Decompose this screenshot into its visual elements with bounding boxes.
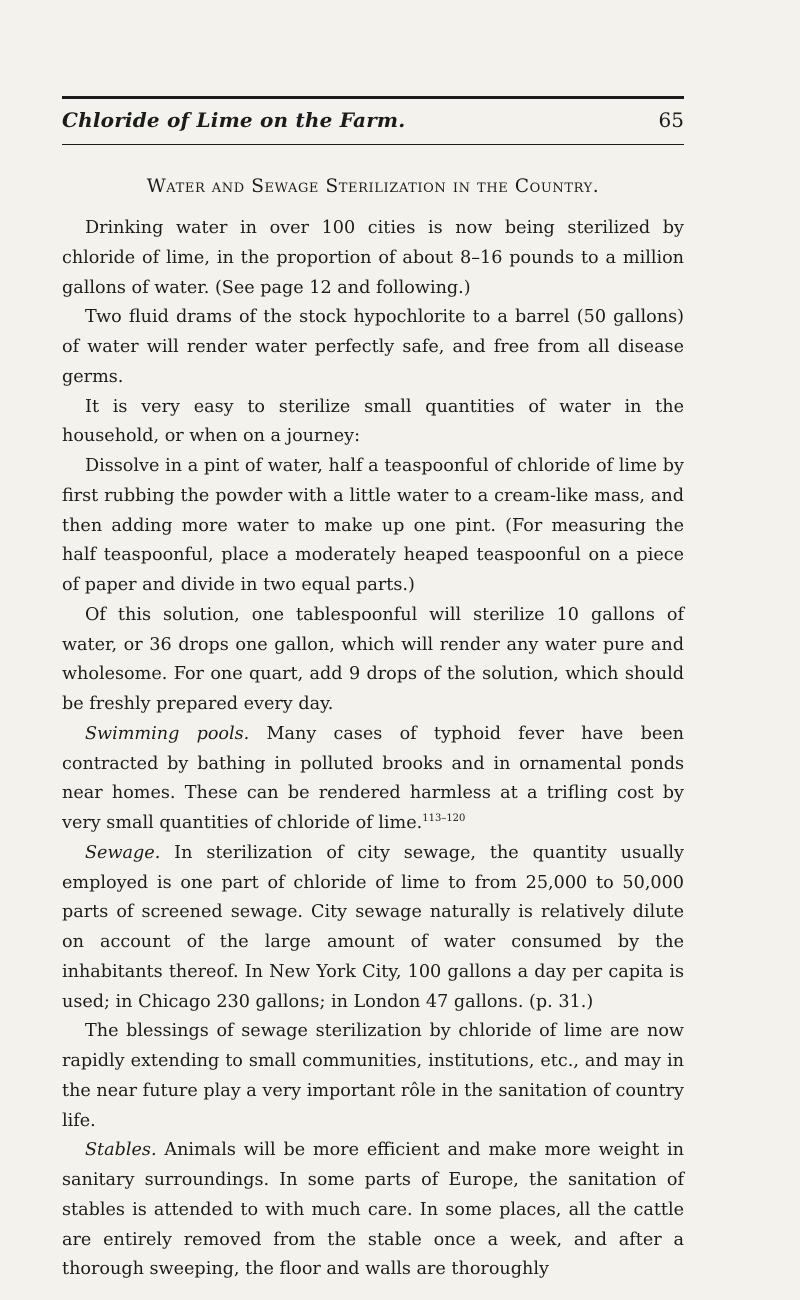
paragraph-lead: Swimming pools. (85, 723, 250, 744)
paragraph: Two fluid drams of the stock hypochlorite to a barrel (50 gallons) of water will render water perfectly safe, and free from all disease germs. (62, 307, 684, 387)
paragraph-lead: Stables. (85, 1140, 157, 1161)
paragraph: Dissolve in a pint of water, half a teaspoonful of chloride of lime by first rubbing the powder with a little water to a cream-like mass, and then adding more water to make up one pint. (For measuring the half teaspoonful, place a moderately heaped teaspoonful on a piece of paper and divide in two equal parts.) (62, 456, 684, 595)
section-heading: Water and Sewage Sterilization in the Country. (146, 176, 600, 197)
footnote-reference: 113–120 (422, 813, 466, 824)
header-rule-top (62, 96, 684, 99)
paragraph: The blessings of sewage sterilization by chloride of lime are now rapidly extending to small communities, institutions, etc., and may in the near future play a very important rôle in the sanitation of country life. (62, 1021, 684, 1131)
running-title: Chloride of Lime on the Farm. (62, 108, 406, 132)
paragraph-stables: Stables. Animals will be more efficient and make more weight in sanitary surroundings. In some parts of Europe, the sanitation of stables is attended to with much care. In some places, all the cattle are entirely removed from the stable once a week, and after a thorough sweeping, the floor and walls are thoroughly (62, 1140, 684, 1280)
paragraph: Of this solution, one tablespoonful will sterilize 10 gallons of water, or 36 drops one gallon, which will render any water pure and wholesome. For one quart, add 9 drops of the solution, which should be freshly prepared every day. (62, 604, 684, 714)
paragraph-lead: Sewage. (85, 842, 161, 863)
paragraph: Drinking water in over 100 cities is now being sterilized by chloride of lime, in the proportion of about 8–16 pounds to a million gallons of water. (See page 12 and following.) (62, 218, 684, 298)
paragraph-swimming-pools: Swimming pools. Many cases of typhoid fever have been contracted by bathing in polluted brooks and in ornamental ponds near homes. These can be rendered harmless at a trifling cost by very small quantities of chloride of lime.$^{113-120}$ (62, 723, 684, 833)
header-rule-bottom (62, 144, 684, 145)
paragraph-sewage: Sewage. In sterilization of city sewage, the quantity usually employed is one part of chloride of lime to from 25,000 to 50,000 parts of screened sewage. City sewage naturally is relatively dilute on account of the large amount of water consumed by the inhabitants thereof. In New York City, 100 gallons a day per capita is used; in Chicago 230 gallons; in London 47 gallons. (p. 31.) (62, 842, 684, 1012)
page-number: 65 (658, 108, 684, 132)
body-text (62, 214, 684, 1285)
paragraph: It is very easy to sterilize small quantities of water in the household, or when on a journey: (62, 396, 684, 447)
